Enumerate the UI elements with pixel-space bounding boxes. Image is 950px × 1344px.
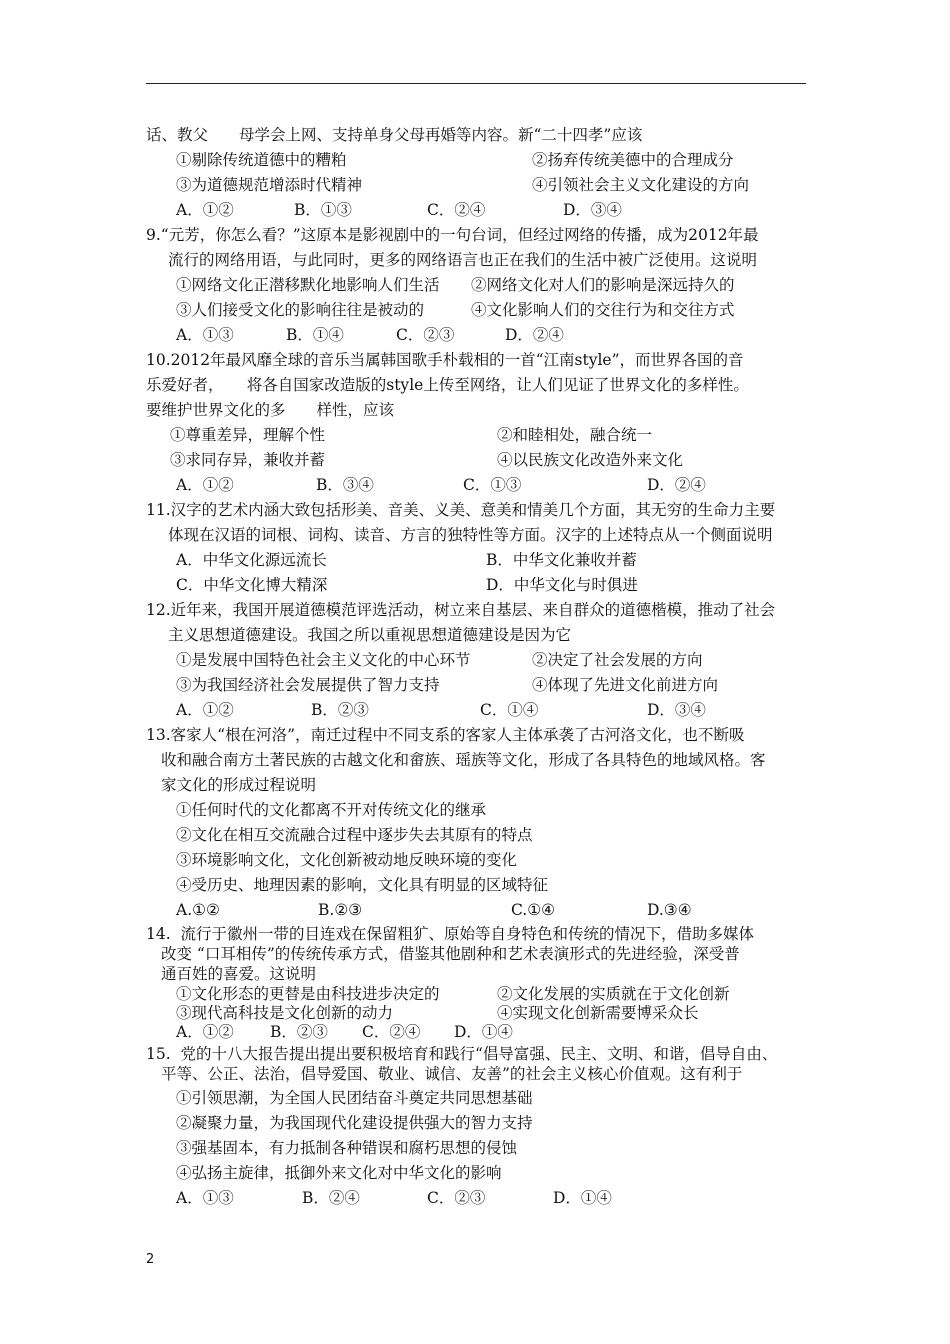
q13-option-3: ③环境影响文化，文化创新被动地反映环境的变化 [176,851,518,869]
q15-answer-d: D．①④ [553,1189,612,1207]
q11-answer-a: A．中华文化源远流长 [176,551,327,569]
q13-option-2: ②文化在相互交流融合过程中逐步失去其原有的特点 [176,826,533,844]
q9-answer-b: B．①④ [286,326,344,344]
q9-option-3: ③人们接受文化的影响往往是被动的 [176,301,425,319]
q10-stem-line3: 要维护世界文化的多 样性，应该 [146,401,395,419]
q10-option-3: ③求同存异，兼收并蓄 [170,451,326,469]
q10-option-2: ②和睦相处，融合统一 [497,426,653,444]
q8-answer-a: A．①② [176,201,234,219]
q8-answer-d: D．③④ [563,201,622,219]
q11-stem-line1: 11.汉字的艺术内涵大致包括形美、音美、义美、意美和情美几个方面，其无穷的生命力主要 [146,501,776,519]
q15-stem-line2: 平等、公正、法治，倡导爱国、敬业、诚信、友善”的社会主义核心价值观。这有利于 [161,1065,743,1083]
q10-answer-d: D．②④ [647,476,706,494]
q13-stem-line2: 收和融合南方土著民族的古越文化和畲族、瑶族等文化，形成了各具特色的地域风格。客 [161,751,766,769]
q15-option-4: ④弘扬主旋律，抵御外来文化对中华文化的影响 [176,1164,502,1182]
q12-answer-a: A．①② [176,701,234,719]
q10-stem-line1: 10.2012年最风靡全球的音乐当属韩国歌手朴载相的一首“江南style”，而世界各国的音 [146,351,744,369]
q10-answer-b: B．③④ [316,476,374,494]
page-number: 2 [146,1252,155,1267]
q10-option-4: ④以民族文化改造外来文化 [497,451,684,469]
q13-stem-line3: 家文化的形成过程说明 [161,776,317,794]
q8-option-3: ③为道德规范增添时代精神 [176,176,363,194]
q13-answer-c: C.①④ [511,901,556,919]
q10-option-1: ①尊重差异，理解个性 [170,426,326,444]
q15-answer-c: C．②③ [427,1189,486,1207]
q15-option-1: ①引领思潮，为全国人民团结奋斗奠定共同思想基础 [176,1089,533,1107]
q14-answer-b: B．②③ [270,1023,328,1041]
q9-answer-d: D．②④ [505,326,564,344]
header-rule [146,83,806,84]
q10-answer-c: C．①③ [463,476,522,494]
q8-option-1: ①剔除传统道德中的糟粕 [176,151,347,169]
q9-stem-line2: 流行的网络用语，与此同时，更多的网络语言也正在我们的生活中被广泛使用。这说明 [168,251,758,269]
q9-answer-a: A．①③ [176,326,234,344]
q10-answer-a: A．①② [176,476,234,494]
q14-stem-line2: 改变 “口耳相传”的传统传承方式，借鉴其他剧种和艺术表演形式的先进经验，深受普 [161,945,740,963]
q13-option-4: ④受历史、地理因素的影响，文化具有明显的区域特征 [176,876,549,894]
q8-answer-c: C．②④ [427,201,486,219]
q12-answer-c: C．①④ [480,701,539,719]
q13-answer-b: B.②③ [318,901,363,919]
q14-stem-line1: 14. 流行于徽州一带的目连戏在保留粗犷、原始等自身特色和传统的情况下，借助多媒体 [146,925,755,943]
q11-answer-d: D．中华文化与时俱进 [486,576,638,594]
q14-option-4: ④实现文化创新需要博采众长 [497,1004,699,1022]
q12-answer-d: D．③④ [647,701,706,719]
q13-answer-a: A.①② [176,901,220,919]
q12-stem-line1: 12.近年来，我国开展道德模范评选活动，树立来自基层、来自群众的道德楷模，推动了社会 [146,601,776,619]
q9-stem-line1: 9.“元芳，你怎么看？”这原本是影视剧中的一句台词，但经过网络的传播，成为2012年最 [146,226,759,244]
q9-answer-c: C．②③ [396,326,455,344]
q9-option-1: ①网络文化正潜移默化地影响人们生活 [176,276,440,294]
q13-option-1: ①任何时代的文化都离不开对传统文化的继承 [176,801,487,819]
q14-option-1: ①文化形态的更替是由科技进步决定的 [176,985,440,1003]
q10-stem-line2: 乐爱好者， 将各自国家改造版的style上传至网络，让人们见证了世界文化的多样性。 [146,376,749,394]
q12-option-4: ④体现了先进文化前进方向 [532,676,719,694]
q14-stem-line3: 通百姓的喜爱。这说明 [161,965,317,983]
q12-option-2: ②决定了社会发展的方向 [532,651,703,669]
q8-option-4: ④引领社会主义文化建设的方向 [532,176,750,194]
q12-option-1: ①是发展中国特色社会主义文化的中心环节 [176,651,471,669]
q15-option-2: ②凝聚力量，为我国现代化建设提供强大的智力支持 [176,1114,533,1132]
q11-answer-b: B．中华文化兼收并蓄 [486,551,637,569]
q13-stem-line1: 13.客家人“根在河洛”，南迁过程中不同支系的客家人主体承袭了古河洛文化，也不断吸 [146,726,745,744]
q15-answer-b: B．②④ [302,1189,360,1207]
q14-answer-c: C．②④ [362,1023,421,1041]
q11-answer-c: C．中华文化博大精深 [176,576,328,594]
q15-option-3: ③强基固本，有力抵制各种错误和腐朽思想的侵蚀 [176,1139,518,1157]
q11-stem-line2: 体现在汉语的词根、词构、读音、方言的独特性等方面。汉字的上述特点从一个侧面说明 [168,526,773,544]
q15-stem-line1: 15. 党的十八大报告提出提出要积极培育和践行“倡导富强、民主、文明、和谐，倡导自由、 [146,1045,778,1063]
q8-answer-b: B．①③ [294,201,352,219]
q14-answer-a: A．①② [176,1023,234,1041]
q14-option-2: ②文化发展的实质就在于文化创新 [497,985,730,1003]
q9-option-2: ②网络文化对人们的影响是深远持久的 [471,276,735,294]
q8-option-2: ②扬弃传统美德中的合理成分 [532,151,734,169]
q12-answer-b: B．②③ [311,701,369,719]
q8-stem: 话、教父 母学会上网、支持单身父母再婚等内容。新“二十四孝”应该 [146,126,643,144]
q14-answer-d: D．①④ [454,1023,513,1041]
q12-option-3: ③为我国经济社会发展提供了智力支持 [176,676,440,694]
q9-option-4: ④文化影响人们的交往行为和交往方式 [471,301,735,319]
q15-answer-a: A．①③ [176,1189,234,1207]
q13-answer-d: D.③④ [647,901,692,919]
q14-option-3: ③现代高科技是文化创新的动力 [176,1004,394,1022]
q12-stem-line2: 主义思想道德建设。我国之所以重视思想道德建设是因为它 [168,626,572,644]
